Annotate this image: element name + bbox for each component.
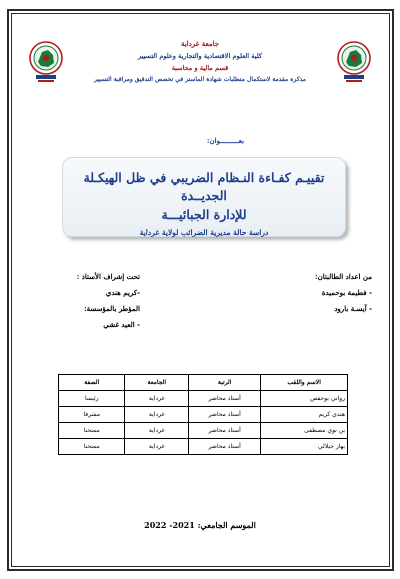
table-cell: رواني بوحفص bbox=[261, 391, 348, 407]
jury-table bbox=[58, 374, 348, 455]
table-cell: غرداية bbox=[125, 439, 189, 455]
supervisor-name: -كريم هندي bbox=[105, 288, 140, 297]
title-box bbox=[62, 157, 346, 237]
university-name: جامعة غرداية bbox=[180, 39, 220, 48]
table-cell: بن نوي مصطفى bbox=[261, 423, 348, 439]
institution-header bbox=[58, 38, 342, 86]
table-cell: أستاذ محاضر bbox=[189, 407, 261, 423]
table-cell: رئيسا bbox=[59, 391, 125, 407]
table-cell: مشرفا bbox=[59, 407, 125, 423]
table-cell: ممتحنا bbox=[59, 423, 125, 439]
topic-label: بعـــــــــوان: bbox=[206, 136, 244, 145]
table-cell: أستاذ محاضر bbox=[189, 391, 261, 407]
table-row bbox=[59, 439, 348, 455]
students-block bbox=[250, 269, 372, 317]
supervisor-label: تحت إشراف الأستاذ : bbox=[76, 272, 140, 281]
student-name: - فطيمة بوحميدة bbox=[321, 288, 372, 297]
column-header: الرتبة bbox=[189, 375, 261, 391]
case-study-subtitle: دراسة حالة مديرية الضرائب لولاية غرداية bbox=[139, 228, 269, 237]
students-label: من اعداد الطالبتان: bbox=[315, 272, 372, 281]
table-cell: أستاذ محاضر bbox=[189, 423, 261, 439]
academic-season: الموسم الجامعي: 2021- 2022 bbox=[144, 520, 256, 530]
department-name: قسم مالية و محاسبة bbox=[171, 64, 229, 72]
table-cell: ممتحنا bbox=[59, 439, 125, 455]
org-supervisor-label: المؤطر بالمؤسسة: bbox=[84, 304, 140, 313]
org-supervisor-name: - العيد غشي bbox=[103, 320, 140, 329]
table-cell: أستاذ محاضر bbox=[189, 439, 261, 455]
table-cell: غرداية bbox=[125, 407, 189, 423]
table-cell: بهاز جيلالي bbox=[261, 439, 348, 455]
column-header: الاسم واللقب bbox=[261, 375, 348, 391]
column-header: الصفة bbox=[59, 375, 125, 391]
table-row bbox=[59, 391, 348, 407]
table-cell: غرداية bbox=[125, 423, 189, 439]
table-row bbox=[59, 423, 348, 439]
faculty-name: كلية العلوم الاقتصادية والتجارية وعلوم التسيير bbox=[138, 52, 262, 60]
student-name: - آيسـة بارود bbox=[334, 304, 372, 313]
table-cell: غرداية bbox=[125, 391, 189, 407]
table-cell: هندي كريم bbox=[261, 407, 348, 423]
title-line-1: تقييـم كفـاءة النـظام الضريبي في ظل الهيكـلة الجديــدة bbox=[83, 170, 325, 203]
supervisor-block bbox=[30, 269, 140, 333]
column-header: الجامعة bbox=[125, 375, 189, 391]
memo-description: مذكرة مقدمة لاستكمال متطلبات شهادة الماستر في تخصص التدقيق ومراقبة التسيير bbox=[94, 76, 306, 83]
table-row bbox=[59, 407, 348, 423]
table-header-row bbox=[59, 375, 348, 391]
title-line-2: للإدارة الجبائيـــة bbox=[161, 207, 247, 222]
